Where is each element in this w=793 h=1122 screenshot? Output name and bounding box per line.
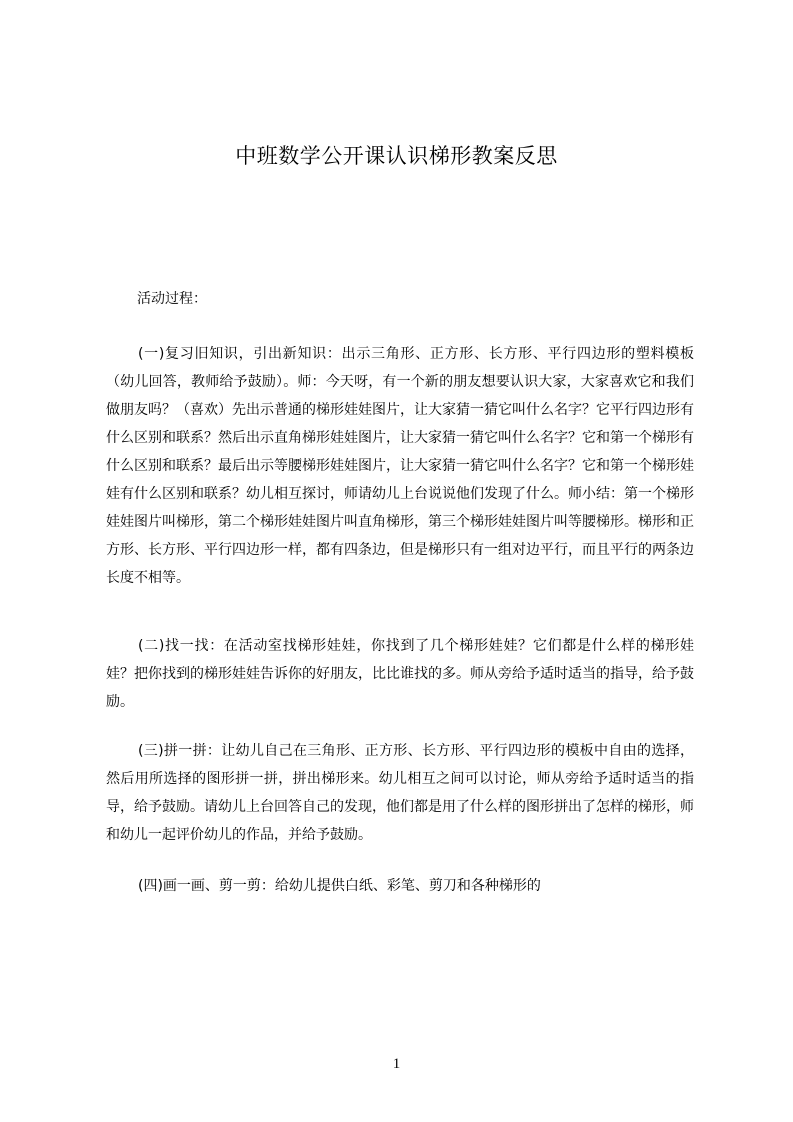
paragraph-draw-and-cut: (四)画一画、剪一剪：给幼儿提供白纸、彩笔、剪刀和各种梯形的 (138, 878, 541, 894)
document-title: 中班数学公开课认识梯形教案反思 (235, 144, 558, 168)
section-label: 活动过程： (137, 291, 207, 307)
page-number: 1 (392, 1056, 401, 1072)
paragraph-review-knowledge: (一)复习旧知识，引出新知识：出示三角形、正方形、长方形、平行四边形的塑料模板（幼儿回答，教师给予鼓励）。师：今天呀，有一个新的朋友想要认识大家，大家喜欢它和我们做朋友吗？（喜欢）先出示普通的梯形娃娃图片，让大家猜一猜它叫什么名字？它平行四边形有什么区别和联系？然后出示直角梯形娃娃图片，让大家猜一猜它叫什么名字？它和第一个梯形有什么区别和联系？最后出示等腰梯形娃娃图片，让大家猜一猜它叫什么名字？它和第一个梯形娃娃有什么区别和联系？幼儿相互探讨，师请幼儿上台说说他们发现了什么。师小结：第一个梯形娃娃图片叫梯形，第二个梯形娃娃图片叫直角梯形，第三个梯形娃娃图片叫等腰梯形。梯形和正方形、长方形、平行四边形一样，都有四条边，但是梯形只有一组对边平行，而且平行的两条边长度不相等。 (106, 346, 694, 586)
paragraph-find-trapezoid: (二)找一找：在活动室找梯形娃娃，你找到了几个梯形娃娃？它们都是什么样的梯形娃娃？把你找到的梯形娃娃告诉你的好朋友，比比谁找的多。师从旁给予适时适当的指导，给予鼓励。 (106, 638, 694, 710)
paragraph-assemble-shapes: (三)拼一拼：让幼儿自己在三角形、正方形、长方形、平行四边形的模板中自由的选择，然后用所选择的图形拼一拼，拼出梯形来。幼儿相互之间可以讨论，师从旁给予适时适当的指导，给予鼓励。请幼儿上台回答自己的发现，他们都是用了什么样的图形拼出了怎样的梯形，师和幼儿一起评价幼儿的作品，并给予鼓励。 (106, 743, 694, 843)
